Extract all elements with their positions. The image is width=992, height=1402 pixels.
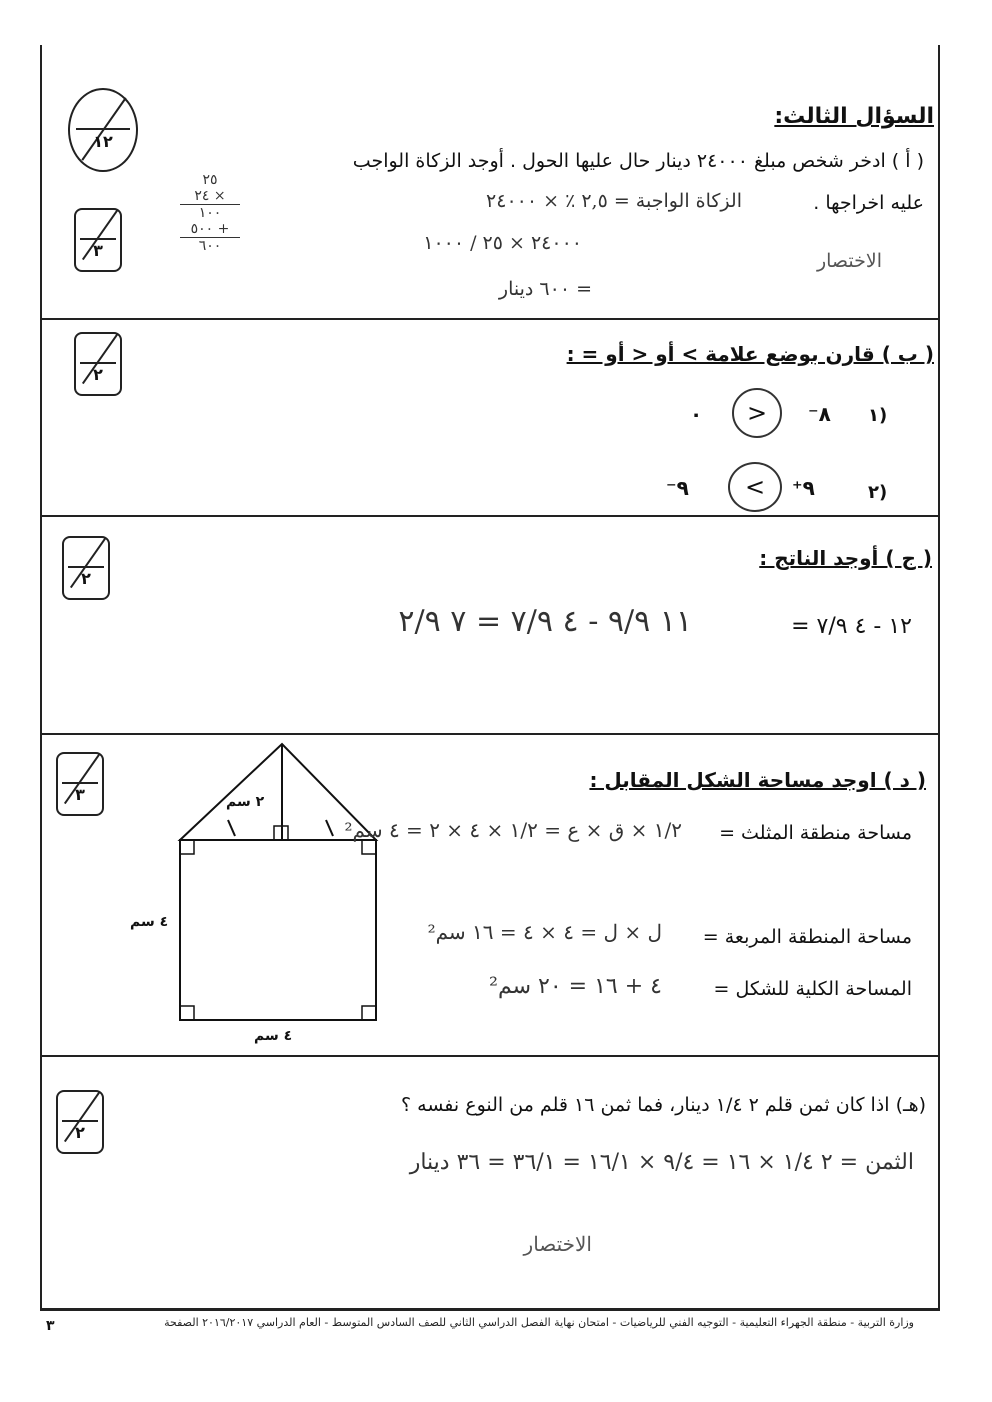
part-e-title: (هـ) اذا كان ثمن قلم ٢ ١/٤ دينار، فما ثمن ١٦ قلم من النوع نفسه ؟ xyxy=(401,1094,926,1116)
part-a-hand3: = ٦٠٠ دينار xyxy=(498,278,592,300)
part-b-item1-left: ⁻٨ xyxy=(808,402,831,426)
part-d-triangle-label: مساحة منطقة المثلث = xyxy=(719,822,912,844)
fig-bottom-label: ٤ سم xyxy=(254,1028,293,1044)
frame-left xyxy=(40,45,42,1310)
divider-c-d xyxy=(40,733,940,735)
question-title: السؤال الثالث: xyxy=(774,104,934,129)
divider-b-c xyxy=(40,515,940,517)
total-score-value: ١٢ xyxy=(93,132,113,151)
divider-a-b xyxy=(40,318,940,320)
house-figure xyxy=(120,738,400,1058)
part-c-expression: ١٢ - ٤ ٧/٩ = xyxy=(791,614,912,639)
part-b-item2-left: ⁺٩ xyxy=(792,476,815,500)
score-box-a: ٣ xyxy=(74,208,122,272)
fig-side-label: ٤ سم xyxy=(130,914,169,930)
part-d-square-label: مساحة المنطقة المربعة = xyxy=(702,926,912,948)
part-c-title: ( ج ) أوجد الناتج : xyxy=(759,546,932,570)
page-number: ٣ xyxy=(46,1318,55,1334)
score-box-d: ٣ xyxy=(56,752,104,816)
part-d-triangle-hand: ١/٢ × ق × ع = ١/٢ × ٤ × ٢ = ٤ سم² xyxy=(344,818,682,842)
part-b-title: ( ب ) قارن بوضع علامة > أو < أو = : xyxy=(566,342,934,366)
part-b-item1-num: ١) xyxy=(868,405,888,426)
part-b-item2-right: ⁻٩ xyxy=(666,476,689,500)
score-box-b: ٢ xyxy=(74,332,122,396)
part-b-item1-right: ٠ xyxy=(690,402,703,426)
part-a-side-calc: ٢٥ ٢٤ × ١٠٠ ٥٠٠ + ٦٠٠ xyxy=(180,172,240,254)
part-c-hand-steps: ١١ ٩/٩ - ٤ ٧/٩ = ٧ ٢/٩ xyxy=(398,604,692,639)
part-a-hand1: الزكاة الواجبة = ٢,٥ ٪ × ٢٤٠٠٠ xyxy=(486,190,742,212)
part-a-line1: ( أ ) ادخر شخص مبلغ ٢٤٠٠٠ دينار حال عليها الحول . أوجد الزكاة الواجب xyxy=(352,150,924,172)
part-a-note: الاختصار xyxy=(816,250,882,272)
footer-rule xyxy=(40,1308,940,1311)
fig-height-label: ٢ سم xyxy=(226,794,265,810)
part-e-note: الاختصار xyxy=(523,1232,592,1256)
part-a-line2: عليه اخراجها . xyxy=(813,192,924,214)
part-d-title: ( د ) اوجد مساحة الشكل المقابل : xyxy=(589,768,926,792)
total-score-circle xyxy=(68,88,138,172)
part-e-hand1: الثمن = ٢ ١/٤ × ١٦ = ٩/٤ × ١٦/١ = ٣٦/١ = ٣٦ دينار xyxy=(409,1150,914,1175)
score-box-c: ٢ xyxy=(62,536,110,600)
part-b-item2-num: ٢) xyxy=(868,482,888,503)
part-d-total-label: المساحة الكلية للشكل = xyxy=(713,978,912,1000)
score-box-e: ٢ xyxy=(56,1090,104,1154)
part-d-total-hand: ٤ + ١٦ = ٢٠ سم² xyxy=(489,974,662,999)
part-d-square-hand: ل × ل = ٤ × ٤ = ١٦ سم² xyxy=(427,920,662,944)
footer-text: وزارة التربية - منطقة الجهراء التعليمية - التوجيه الفني للرياضيات - امتحان نهاية الفصل الدراسي الثاني للصف السادس المتوسط - العام الدراسي ٢٠١٦/٢٠١٧ الصفحة xyxy=(164,1316,914,1329)
part-b-item2-sign: < xyxy=(728,462,782,512)
part-a-hand2: ٢٤٠٠٠ × ٢٥ / ١٠٠٠ xyxy=(423,232,582,254)
frame-right xyxy=(938,45,940,1310)
part-b-item1-sign: > xyxy=(732,388,782,438)
